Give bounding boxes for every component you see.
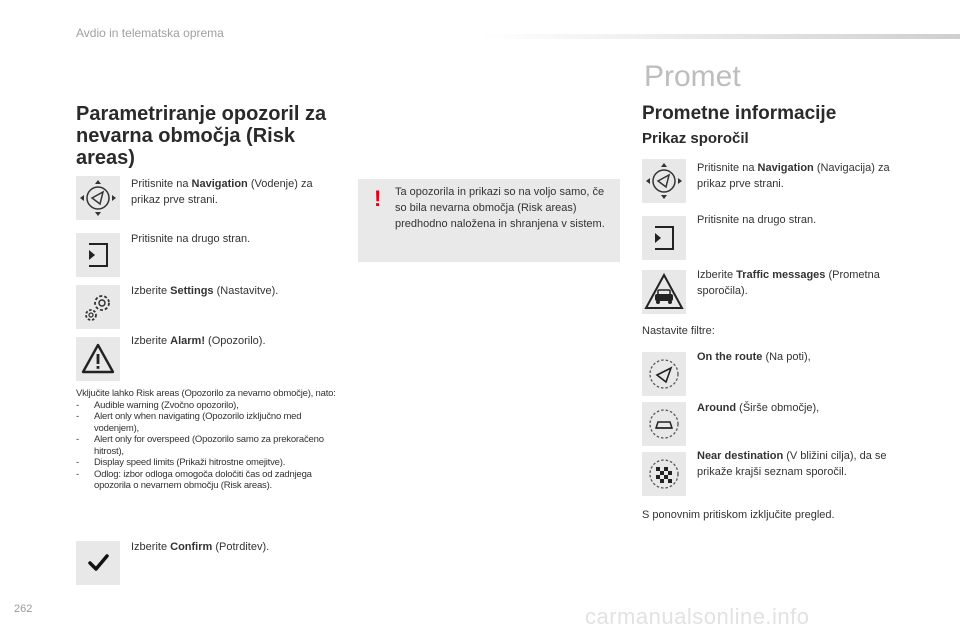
step-text: Pritisnite na drugo stran. <box>131 233 251 245</box>
warning-triangle-icon <box>76 337 120 381</box>
list-item: - Display speed limits (Prikaži hitrostne omejitve). <box>76 457 286 468</box>
list-item: - Audible warning (Zvočno opozorilo), <box>76 399 239 411</box>
step-text: Izberite Confirm (Potrditev). <box>131 541 270 553</box>
chapter-title: Promet <box>644 60 741 93</box>
filter-text: Near destination (V bližini cilja), da se prikaže krajši seznam sporočil. <box>697 450 887 478</box>
section-title-risk-areas: Parametriranje opozoril za nevarna območja (Risk areas) <box>76 103 327 169</box>
checkmark-icon <box>76 541 120 585</box>
navigation-icon <box>76 176 120 220</box>
route-icon <box>642 352 686 396</box>
filters-label: Nastavite filtre: <box>642 325 715 337</box>
footer-note: S ponovnim pritiskom izključite pregled. <box>642 509 835 521</box>
step-text: Pritisnite na Navigation (Vodenje) za prikaz prve strani. <box>131 178 313 206</box>
warning-note-text: Ta opozorila in prikazi so na voljo samo, če so bila nevarna območja (Risk areas) predhodno naložena in shranjena v sistem. <box>395 186 605 230</box>
around-icon <box>642 402 686 446</box>
step-text: Pritisnite na drugo stran. <box>697 214 817 226</box>
settings-gears-icon <box>76 285 120 329</box>
list-item: - Odlog: izbor odloga omogoča določiti čas od zadnjega opozorila o nevarnem območju (Risk areas). <box>76 468 312 491</box>
list-item: - Alert only when navigating (Opozorilo izključno med vodenjem), <box>76 411 302 434</box>
header-section-title: Avdio in telematska oprema <box>76 26 224 40</box>
next-page-icon <box>642 216 686 260</box>
page-number: 262 <box>14 603 33 615</box>
traffic-messages-icon <box>642 270 686 314</box>
risk-area-options-list <box>76 388 346 492</box>
watermark: carmanualsonline.info <box>585 604 810 629</box>
list-item: - Alert only for overspeed (Opozorilo samo za prekoračeno hitrost), <box>76 434 324 457</box>
next-page-icon <box>76 233 120 277</box>
step-text: Izberite Traffic messages (Prometna sporočila). <box>697 269 880 297</box>
destination-flag-icon <box>642 452 686 496</box>
step-text: Pritisnite na Navigation (Navigacija) za prikaz prve strani. <box>697 162 890 190</box>
options-intro: Vključite lahko Risk areas (Opozorilo za nevarno območje), nato: <box>76 388 336 399</box>
section-title-traffic-info: Prometne informacije <box>642 103 837 124</box>
filter-text: Around (Širše območje), <box>697 402 820 414</box>
exclamation-icon: ! <box>374 186 382 211</box>
filter-text: On the route (Na poti), <box>697 351 811 363</box>
step-text: Izberite Settings (Nastavitve). <box>131 285 279 297</box>
header-divider <box>480 34 960 39</box>
subsection-title: Prikaz sporočil <box>642 130 749 147</box>
navigation-icon <box>642 159 686 203</box>
step-text: Izberite Alarm! (Opozorilo). <box>131 335 266 347</box>
